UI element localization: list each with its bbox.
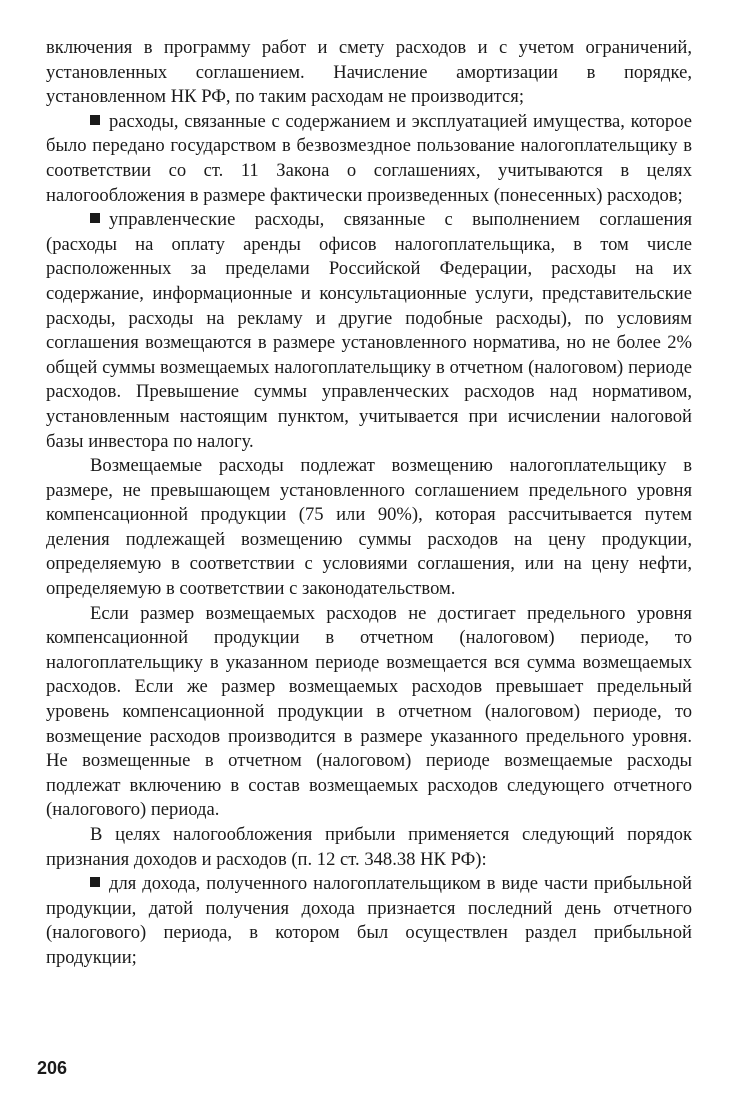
bullet-text: расходы, связанные с содержанием и эксплуатацией имущества, которое было передано государством в безвозмездное пользование налогоплательщику в соответствии со ст. 11 Закона о соглашениях, учитываются в целях налогообложения в размере фактически произведенных (понесенных) расходов; bbox=[46, 110, 692, 206]
bullet-square-icon bbox=[90, 115, 100, 125]
bullet-square-icon bbox=[90, 877, 100, 887]
bullet-square-icon bbox=[90, 213, 100, 223]
bullet-item-property-expenses bbox=[46, 110, 692, 208]
page-body bbox=[46, 36, 692, 971]
bullet-text: управленческие расходы, связанные с выполнением соглашения (расходы на оплату аренды офисов налогоплательщика, в том числе расположенных за пределами Российской Федерации, расходы на их содержание, информационные и консультационные услуги, представительские расходы, расходы на рекламу и другие подобные расходы), по условиям соглашения возмещаются в размере установленного норматива, но не более 2% общей суммы возмещаемых налогоплательщику в отчетном (налоговом) периоде расходов. Превышение суммы управленческих расходов над нормативом, установленным настоящим пунктом, учитывается при исчислении налоговой базы инвестора по налогу. bbox=[46, 209, 692, 452]
bullet-item-management-expenses bbox=[46, 208, 692, 454]
bullet-text: для дохода, полученного налогоплательщиком в виде части прибыльной продукции, датой получения дохода признается последний день отчетного (налогового) периода, в котором был осуществлен раздел прибыльной продукции; bbox=[46, 873, 692, 968]
bullet-item-profit-income bbox=[46, 872, 692, 970]
paragraph-recognition-order: В целях налогообложения прибыли применяется следующий порядок признания доходов и расходов (п. 12 ст. 348.38 НК РФ): bbox=[46, 824, 692, 870]
page-number: 206 bbox=[37, 1058, 68, 1078]
paragraph-compensation-limit: Если размер возмещаемых расходов не достигает предельного уровня компенсационной продукции в отчетном (налоговом) периоде, то налогоплательщику в указанном периоде возмещается вся сумма возмещаемых расходов. Если же размер возмещаемых расходов превышает предельный уровень компенсационной продукции в отчетном (налоговом) периоде, то возмещение расходов производится в размере указанного предельного уровня. Не возмещенные в отчетном (налоговом) периоде возмещаемые расходы подлежат включению в состав возмещаемых расходов следующего отчетного (налогового) периода. bbox=[46, 602, 692, 821]
paragraph-continuation: включения в программу работ и смету расходов и с учетом ограничений, установленных соглашением. Начисление амортизации в порядке, установленном НК РФ, по таким расходам не производится; bbox=[46, 37, 692, 108]
paragraph-reimbursement: Возмещаемые расходы подлежат возмещению налогоплательщику в размере, не превышающем установленного соглашением предельного уровня компенсационной продукции (75 или 90%), которая рассчитывается путем деления подлежащей возмещению суммы расходов на цену продукции, определяемую в соответствии с условиями соглашения, или на цену нефти, определяемую в соответствии с законодательством. bbox=[46, 455, 692, 600]
